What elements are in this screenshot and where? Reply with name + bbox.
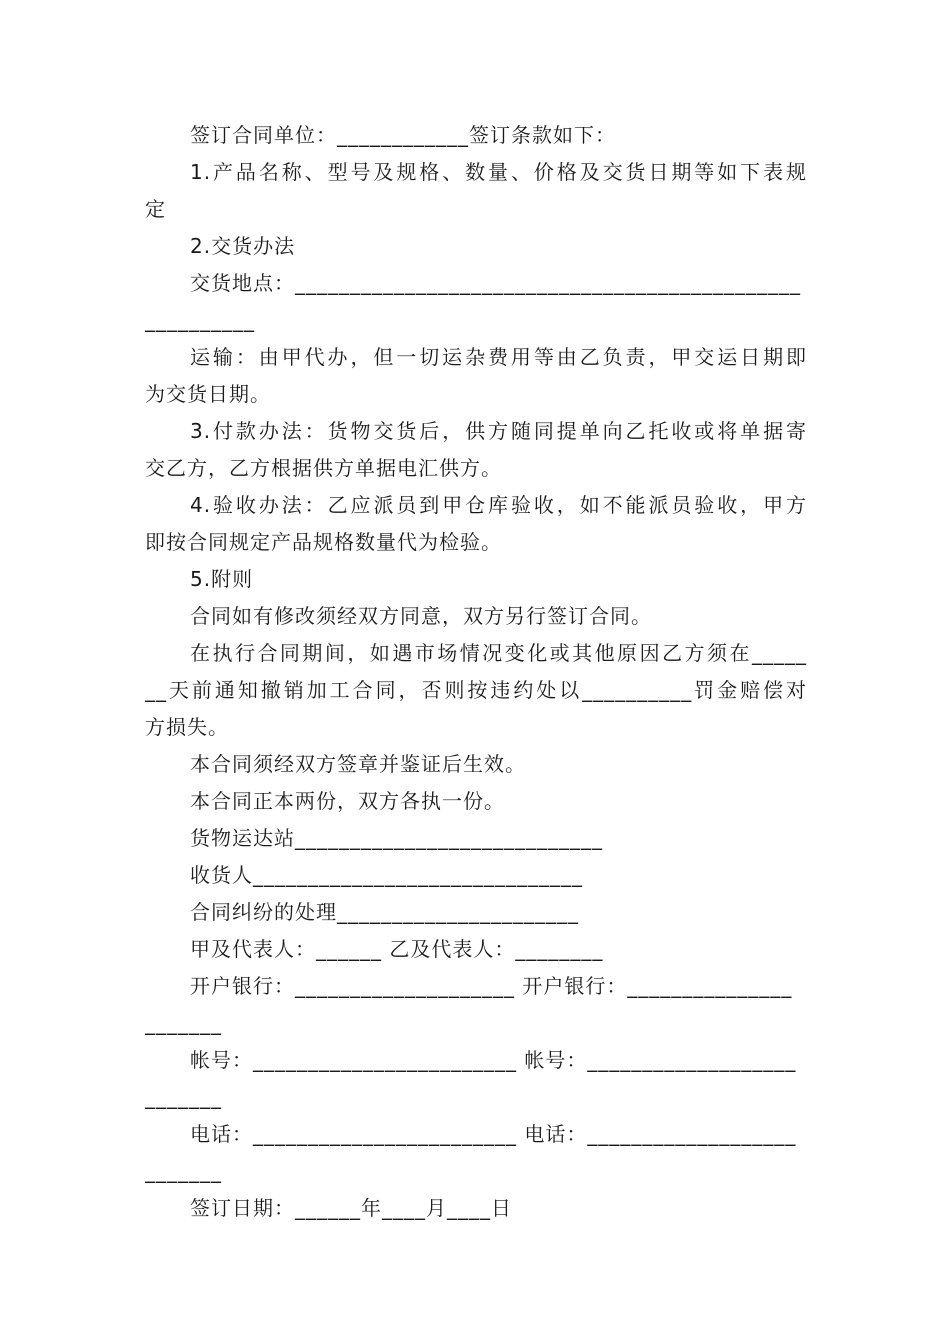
text-line: 签订日期：______年____月____日 (190, 1196, 512, 1220)
text-line: 定 (145, 197, 166, 221)
text-line: 甲及代表人：______ 乙及代表人：________ (190, 937, 604, 961)
text-line: 即按合同规定产品规格数量代为检验。 (145, 530, 502, 554)
text-line: 签订合同单位：____________签订条款如下： (190, 123, 616, 147)
text-line: 开户银行：____________________ 开户银行：_______________ (190, 974, 793, 998)
text-line: 3.付款办法：货物交货后，供方随同提单向乙托收或将单据寄 (190, 419, 807, 443)
contract-body (145, 117, 807, 1227)
text-line: 合同如有修改须经双方同意，双方另行签订合同。 (190, 604, 652, 628)
text-line: 在执行合同期间，如遇市场情况变化或其他原因乙方须在_____ (190, 641, 807, 665)
text-line: 本合同正本两份，双方各执一份。 (190, 789, 505, 813)
text-line: 方损失。 (145, 715, 229, 739)
text-line: 电话：________________________ 电话：___________________ (190, 1122, 797, 1146)
text-line: 收货人______________________________ (190, 863, 583, 887)
text-line: 本合同须经双方签章并鉴证后生效。 (190, 752, 526, 776)
text-line: 货物运达站____________________________ (190, 826, 603, 850)
text-line: 交乙方，乙方根据供方单据电汇供方。 (145, 456, 502, 480)
text-line: 1.产品名称、型号及规格、数量、价格及交货日期等如下表规 (190, 160, 807, 184)
text-line: __________ (145, 308, 255, 332)
text-line: 帐号：________________________ 帐号：___________________ (190, 1048, 797, 1072)
text-line: 2.交货办法 (190, 234, 296, 258)
text-line: 交货地点：______________________________________________ (190, 271, 801, 295)
text-line: 为交货日期。 (145, 382, 271, 406)
text-line: _______ (145, 1011, 222, 1035)
text-line: _______ (145, 1159, 222, 1183)
text-line: _______ (145, 1085, 222, 1109)
text-line: 合同纠纷的处理______________________ (190, 900, 579, 924)
text-line: 运输：由甲代办，但一切运杂费用等由乙负责，甲交运日期即 (190, 345, 807, 369)
text-line: 5.附则 (190, 567, 254, 591)
text-line: __天前通知撤销加工合同，否则按违约处以__________罚金赔偿对 (145, 678, 807, 702)
text-line: 4.验收办法：乙应派员到甲仓库验收，如不能派员验收，甲方 (190, 493, 807, 517)
